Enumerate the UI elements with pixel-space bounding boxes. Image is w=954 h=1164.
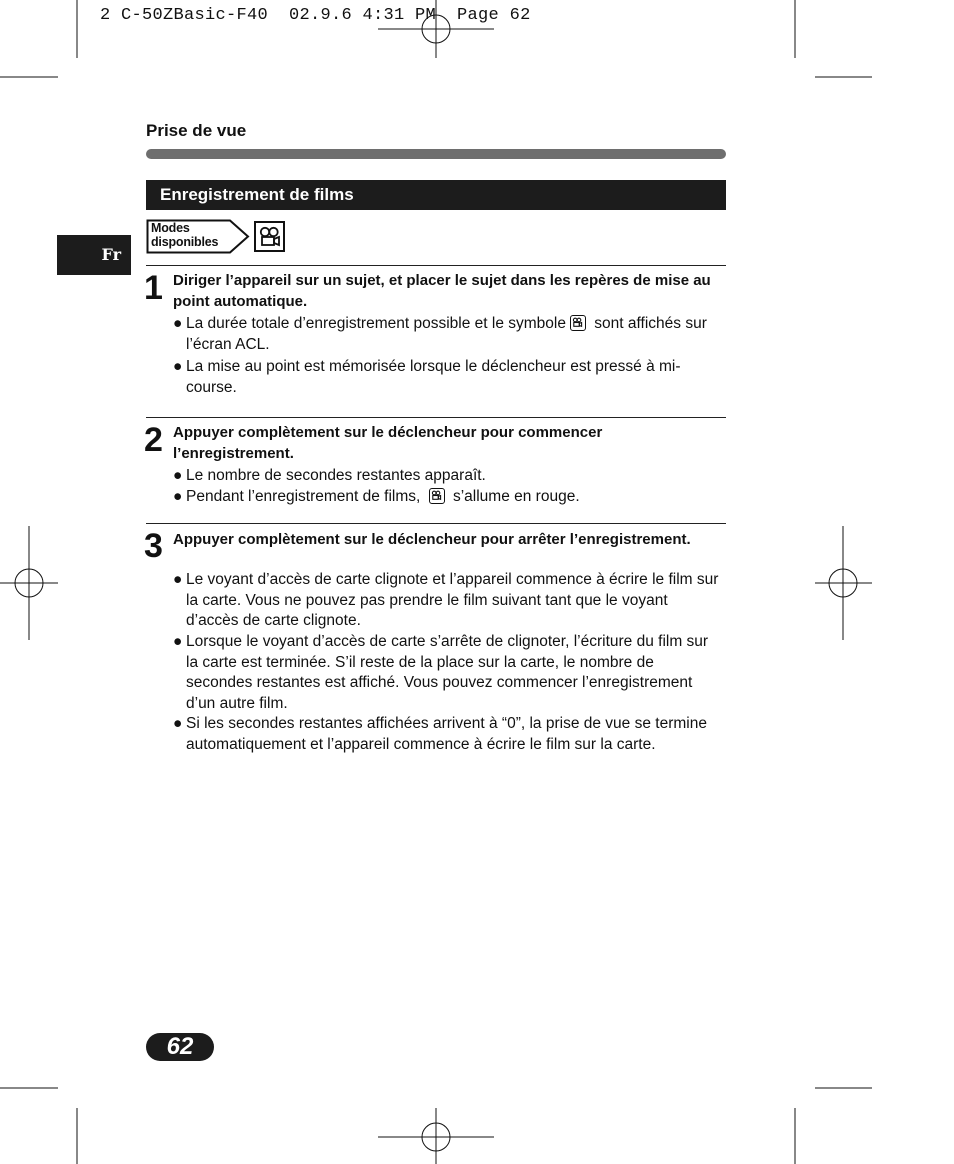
bullet-dot: ● bbox=[173, 467, 183, 484]
bullet-dot: ● bbox=[173, 715, 183, 732]
heading-bar: Enregistrement de films bbox=[146, 180, 726, 210]
bullet-dot: ● bbox=[173, 315, 183, 332]
list-item: ● Lorsque le voyant d’accès de carte s’arrête de clignoter, l’écriture du film sur la carte est terminée. S’il reste de la place sur la carte, le nombre de secondes restantes est affiché. Vous pouvez commencer l’enregistrement d’un autre film. bbox=[173, 633, 709, 713]
modes-label bbox=[151, 221, 241, 249]
modes-label-line2: disponibles bbox=[151, 235, 219, 249]
step-title: Appuyer complètement sur le déclencheur pour commencer l’enregistrement. bbox=[173, 424, 603, 462]
bullet-dot: ● bbox=[173, 488, 183, 505]
section-divider-bar bbox=[146, 149, 726, 159]
step-number: 3 bbox=[144, 527, 162, 565]
list-item: ● Le voyant d’accès de carte clignote et l’appareil commence à écrire le film sur la carte. Vous ne pouvez pas prendre le film suivant tant que le voyant d’accès de carte clignote. bbox=[173, 571, 719, 630]
movie-icon bbox=[570, 315, 586, 331]
section-title: Prise de vue bbox=[146, 121, 247, 140]
bullet-dot: ● bbox=[173, 633, 183, 650]
step-divider bbox=[146, 265, 726, 266]
modes-label-line1: Modes bbox=[151, 221, 190, 235]
step-number: 2 bbox=[144, 421, 162, 459]
step-divider bbox=[146, 523, 726, 524]
bullet-dot: ● bbox=[173, 358, 183, 375]
list-item: ● Si les secondes restantes affichées arrivent à “0”, la prise de vue se termine automatiquement et l’appareil commence à écrire le film sur la carte. bbox=[173, 715, 707, 753]
step-title: Appuyer complètement sur le déclencheur pour arrêter l’enregistrement. bbox=[173, 531, 691, 548]
list-item: ● Le nombre de secondes restantes apparaît. bbox=[173, 466, 719, 487]
step-title: Diriger l’appareil sur un sujet, et placer le sujet dans les repères de mise au point automatique. bbox=[173, 272, 711, 310]
list-item: ● La durée totale d’enregistrement possible et le symbole sont affichés sur l’écran ACL. bbox=[173, 315, 707, 353]
step-divider bbox=[146, 417, 726, 418]
bullet-dot: ● bbox=[173, 571, 183, 588]
list-item: ● La mise au point est mémorisée lorsque le déclencheur est pressé à mi-course. bbox=[173, 358, 681, 396]
page-number: 62 bbox=[146, 1033, 214, 1061]
movie-icon bbox=[429, 488, 445, 504]
print-header: 2 C-50ZBasic-F40 02.9.6 4:31 PM Page 62 bbox=[100, 6, 531, 25]
list-item: ● Pendant l’enregistrement de films, s’allume en rouge. bbox=[173, 487, 719, 508]
step-number: 1 bbox=[144, 269, 162, 307]
language-tab: Fr bbox=[57, 235, 131, 275]
movie-camera-icon bbox=[254, 221, 285, 252]
